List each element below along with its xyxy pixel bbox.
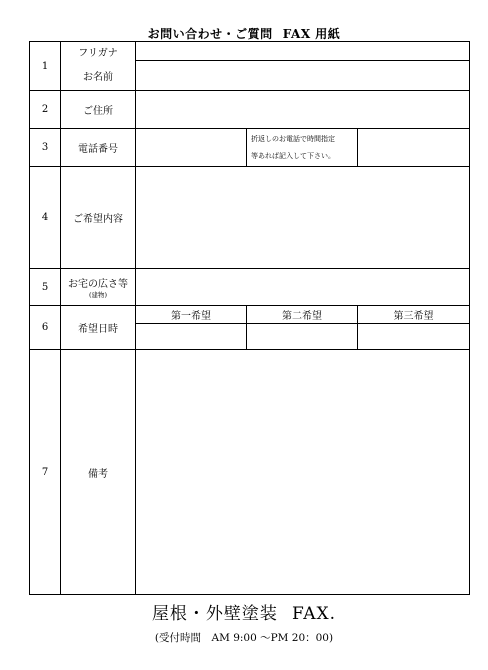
second-choice-field[interactable] (247, 324, 358, 350)
name-field[interactable] (136, 61, 470, 91)
address-field[interactable] (136, 91, 470, 129)
form-title-fax: FAX 用紙 (282, 27, 341, 41)
row-number: 3 (30, 129, 61, 167)
row-size (30, 269, 470, 306)
row-name-furigana (30, 42, 470, 61)
address-label: ご住所 (61, 91, 136, 129)
row-number: 5 (30, 269, 61, 306)
remarks-label: 備考 (61, 350, 136, 595)
row-remarks (30, 350, 470, 595)
phone-field[interactable] (136, 129, 247, 167)
furigana-field[interactable] (136, 42, 470, 61)
row-number: 6 (30, 306, 61, 350)
row-number: 7 (30, 350, 61, 595)
third-choice-header: 第三希望 (358, 306, 470, 324)
size-field[interactable] (136, 269, 470, 306)
row-phone (30, 129, 470, 167)
phone-label: 電話番号 (61, 129, 136, 167)
inquiry-form-table (29, 41, 470, 595)
row-request (30, 167, 470, 269)
callback-note-line1: 折返しのお電話で時間指定 (251, 134, 335, 143)
size-sublabel: (建物) (88, 291, 108, 299)
callback-note (247, 129, 358, 167)
request-label: ご希望内容 (61, 167, 136, 269)
row-name (30, 61, 470, 91)
row-number: 4 (30, 167, 61, 269)
row-date-headers (30, 306, 470, 324)
size-label: お宅の広さ等 (68, 279, 128, 290)
request-field[interactable] (136, 167, 470, 269)
row-number: 1 (30, 42, 61, 91)
row-address (30, 91, 470, 129)
name-label: お名前 (61, 61, 136, 91)
fax-label: FAX. (291, 604, 337, 624)
company-name: 屋根・外壁塗装 (151, 604, 278, 624)
remarks-field[interactable] (136, 350, 470, 595)
furigana-label: フリガナ (61, 42, 136, 61)
size-label-cell (61, 269, 136, 306)
footer-company (0, 599, 488, 624)
row-number: 2 (30, 91, 61, 129)
form-title (0, 25, 488, 42)
business-hours: (受付時間 AM 9:00 ～PM 20：00) (154, 632, 334, 644)
third-choice-field[interactable] (358, 324, 470, 350)
second-choice-header: 第二希望 (247, 306, 358, 324)
form-title-main: お問い合わせ・ご質問 (147, 27, 273, 41)
first-choice-field[interactable] (136, 324, 247, 350)
callback-note-line2: 等あれば記入して下さい。 (251, 151, 335, 160)
first-choice-header: 第一希望 (136, 306, 247, 324)
date-label: 希望日時 (61, 306, 136, 350)
callback-time-field[interactable] (358, 129, 470, 167)
